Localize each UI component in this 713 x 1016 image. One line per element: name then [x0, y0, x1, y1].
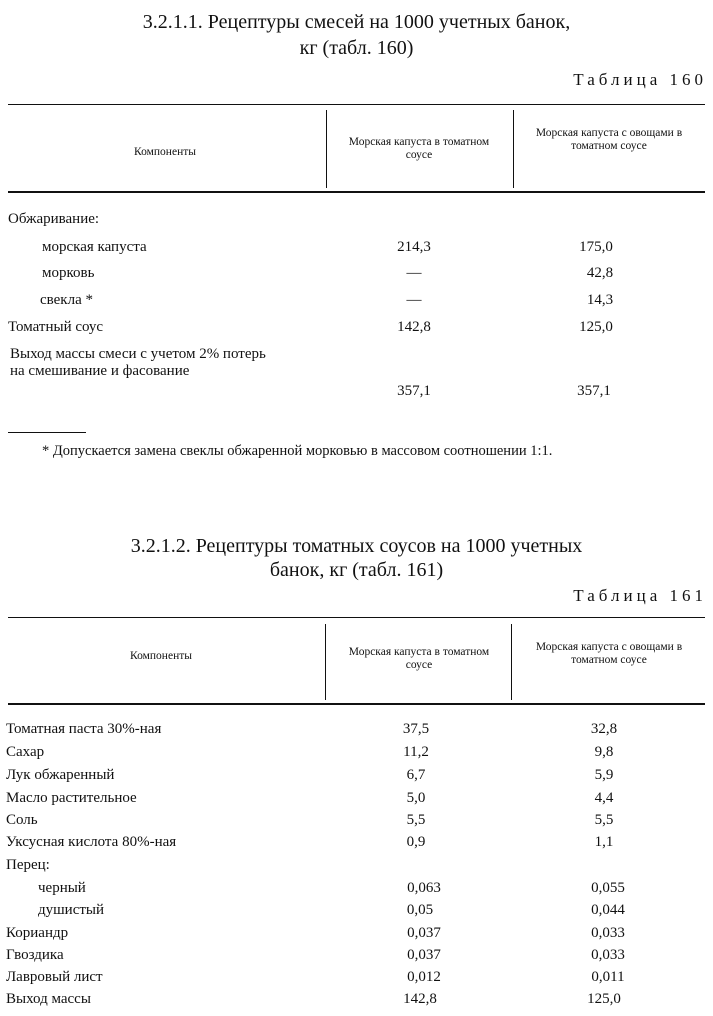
table161-cell-col2: 5,9 — [594, 767, 614, 783]
table161-cell-col2: 0,033 — [591, 925, 625, 941]
table160-row-label: Томатный соус — [8, 319, 104, 335]
table160-col-divider-1 — [326, 110, 327, 188]
table161-cell-col1: 0,037 — [407, 947, 441, 963]
table160-header-col2: Морская капуста с овощами в томатном соусе — [535, 127, 683, 152]
table161-header-col1: Морская капуста в томатном соусе — [348, 646, 490, 671]
table160-row-label: морковь — [42, 265, 95, 281]
table160-cell-col2: 42,8 — [586, 265, 614, 281]
table161-row-label: Соль — [6, 812, 38, 828]
table161-header-rule — [8, 703, 705, 705]
table161-cell-col2: 4,4 — [594, 790, 614, 806]
table161-cell-col2: 9,8 — [594, 744, 614, 760]
table161-header-components: Компоненты — [130, 650, 192, 662]
table161-cell-col1: 142,8 — [403, 991, 437, 1007]
table161-caption: Таблица 161 — [573, 586, 707, 605]
table160-cell-col1: 214,3 — [397, 239, 431, 255]
section1-title-line1: 3.2.1.1. Рецептуры смесей на 1000 учетных банок, — [142, 11, 571, 33]
table161-cell-col2: 32,8 — [590, 721, 618, 737]
table161-cell-col1: 0,012 — [407, 969, 441, 985]
table161-cell-col2: 1,1 — [594, 834, 614, 850]
table161-row-label: Кориандр — [6, 925, 69, 941]
table161-cell-col2: 0,033 — [591, 947, 625, 963]
table161-cell-col2: 0,055 — [591, 880, 625, 896]
table161-cell-col1: 11,2 — [403, 744, 429, 760]
table160-col-divider-2 — [513, 110, 514, 188]
table160-row-label: Обжаривание: — [8, 211, 100, 227]
table161-cell-col2: 0,011 — [591, 969, 625, 985]
table160-cell-col2: 175,0 — [579, 239, 613, 255]
table160-cell-col1: 357,1 — [397, 383, 431, 399]
table160-row-label: морская капуста — [42, 239, 147, 255]
table161-row-label: Выход массы — [6, 991, 91, 1007]
table160-caption: Таблица 160 — [573, 70, 707, 89]
table161-header-col2: Морская капуста с овощами в томатном соусе — [535, 641, 683, 666]
table160-header-rule — [8, 191, 705, 193]
table160-row-label: свекла * — [40, 292, 93, 308]
table161-cell-col1: 6,7 — [406, 767, 426, 783]
table161-col-divider-2 — [511, 624, 512, 700]
table160-cell-col2: 357,1 — [577, 383, 611, 399]
table161-row-label: Лавровый лист — [6, 969, 103, 985]
table161-row-label: Масло растительное — [6, 790, 137, 806]
section2-title-line1: 3.2.1.2. Рецептуры томатных соусов на 1000 учетных — [130, 535, 583, 557]
table160-footnote: * Допускается замена свеклы обжаренной морковью в массовом соотношении 1:1. — [42, 443, 553, 459]
table161-cell-col2: 0,044 — [591, 902, 625, 918]
table161-row-label: черный — [38, 880, 86, 896]
table160-row-label: Выход массы смеси с учетом 2% потерь на смешивание и фасование — [10, 346, 266, 379]
table160-header-components: Компоненты — [134, 146, 196, 158]
table161-row-label: Томатная паста 30%-ная — [6, 721, 162, 737]
table161-cell-col1: 0,063 — [407, 880, 441, 896]
table161-row-label: Уксусная кислота 80%-ная — [6, 834, 177, 850]
table161-row-label: Гвоздика — [6, 947, 64, 963]
table161-row-label: Перец: — [6, 857, 50, 873]
table160-cell-col2: 125,0 — [579, 319, 613, 335]
table160-cell-col1: — — [406, 292, 422, 308]
table161-col-divider-1 — [325, 624, 326, 700]
table160-header-col1: Морская капуста в томатном соусе — [348, 136, 490, 161]
table161-cell-col2: 5,5 — [594, 812, 614, 828]
table161-cell-col1: 0,037 — [407, 925, 441, 941]
table161-row-label: Лук обжаренный — [6, 767, 115, 783]
table160-top-rule — [8, 104, 705, 105]
table161-cell-col1: 0,9 — [406, 834, 426, 850]
table161-row-label: душистый — [38, 902, 105, 918]
table160-cell-col1: 142,8 — [397, 319, 431, 335]
table161-cell-col1: 5,0 — [406, 790, 426, 806]
table160-cell-col1: — — [406, 265, 422, 281]
footnote-separator — [8, 432, 86, 433]
table161-cell-col1: 37,5 — [402, 721, 430, 737]
table161-cell-col2: 125,0 — [587, 991, 621, 1007]
table160-cell-col2: 14,3 — [586, 292, 614, 308]
table161-cell-col1: 0,05 — [406, 902, 434, 918]
section1-title-line2: кг (табл. 160) — [299, 37, 414, 59]
table161-cell-col1: 5,5 — [406, 812, 426, 828]
section2-title-line2: банок, кг (табл. 161) — [269, 559, 444, 581]
table161-top-rule — [8, 617, 705, 618]
table161-row-label: Сахар — [6, 744, 45, 760]
